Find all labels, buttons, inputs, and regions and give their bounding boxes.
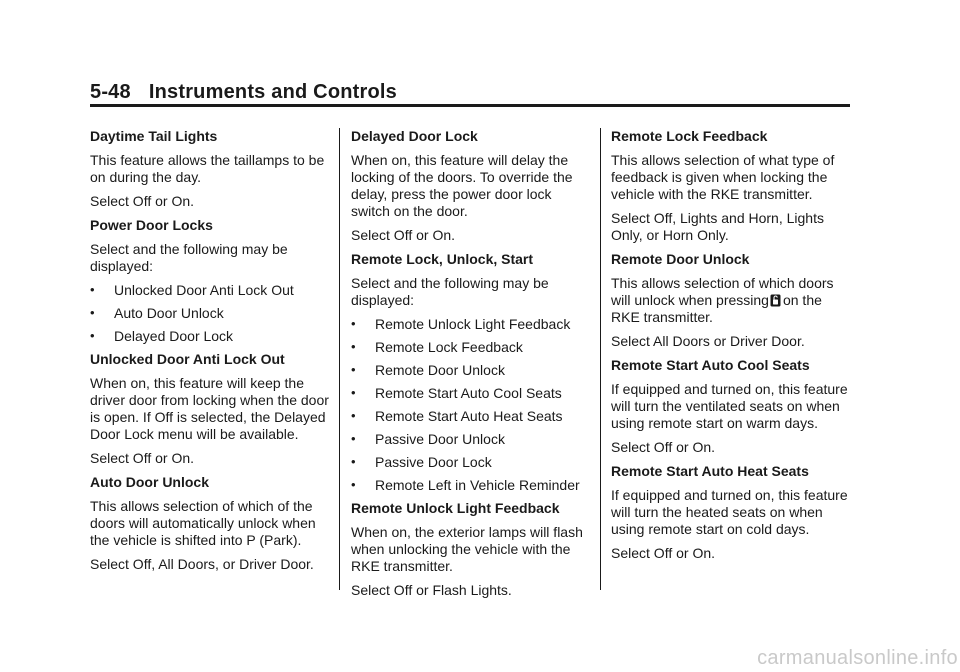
watermark: carmanualsonline.info	[757, 647, 958, 669]
paragraph: This allows selection of what type of feedback is given when locking the vehicle with the RKE transmitter.	[611, 152, 835, 202]
bullet-icon: •	[90, 305, 95, 320]
list-item: • Remote Lock Feedback	[351, 339, 523, 355]
bullet-icon: •	[351, 362, 356, 377]
column-3	[611, 128, 851, 569]
paragraph: Select All Doors or Driver Door.	[611, 333, 805, 349]
paragraph: Select Off, All Doors, or Driver Door.	[90, 556, 314, 572]
bullet-icon: •	[90, 282, 95, 297]
header-rule	[90, 104, 850, 107]
paragraph: Select Off or On.	[611, 439, 716, 455]
list-item: • Remote Left in Vehicle Reminder	[351, 477, 580, 493]
heading-remote-door-unlock: Remote Door Unlock	[611, 251, 750, 267]
column-1	[90, 128, 330, 580]
heading-unlocked-door-anti-lock-out: Unlocked Door Anti Lock Out	[90, 351, 285, 367]
paragraph-with-icon: This allows selection of which doors will unlock when pressing on the RKE transmitter.	[611, 275, 834, 325]
paragraph: Select and the following may be displayed:	[351, 275, 549, 308]
heading-remote-lock-feedback: Remote Lock Feedback	[611, 128, 768, 144]
section-title: Instruments and Controls	[148, 81, 397, 103]
unlock-key-icon	[770, 294, 781, 307]
paragraph: When on, this feature will keep the driver door from locking when the door is open. If Off is selected, the Delayed Door Lock menu will be available.	[90, 375, 329, 442]
list-item: • Remote Door Unlock	[351, 362, 505, 378]
paragraph: Select Off or On.	[351, 227, 456, 243]
paragraph: Select Off, Lights and Horn, Lights Only, or Horn Only.	[611, 210, 824, 243]
list-item: • Passive Door Unlock	[351, 431, 505, 447]
bullet-icon: •	[351, 385, 356, 400]
paragraph: Select and the following may be displayed:	[90, 241, 288, 274]
header-title	[90, 80, 850, 104]
list-item: • Remote Start Auto Cool Seats	[351, 385, 562, 401]
page-header	[90, 80, 850, 106]
bullet-icon: •	[351, 431, 356, 446]
list-item: • Remote Start Auto Heat Seats	[351, 408, 563, 424]
paragraph: If equipped and turned on, this feature will turn the ventilated seats on when using remote start on warm days.	[611, 381, 848, 431]
paragraph: This feature allows the taillamps to be on during the day.	[90, 152, 325, 185]
paragraph: Select Off or On.	[90, 450, 195, 466]
heading-remote-start-auto-heat-seats: Remote Start Auto Heat Seats	[611, 463, 809, 479]
heading-auto-door-unlock: Auto Door Unlock	[90, 474, 209, 490]
paragraph: Select Off or On.	[90, 193, 195, 209]
bullet-icon: •	[351, 339, 356, 354]
heading-delayed-door-lock: Delayed Door Lock	[351, 128, 478, 144]
bullet-list	[351, 316, 591, 494]
paragraph: This allows selection of which of the doors will automatically unlock when the vehicle is shifted into P (Park).	[90, 498, 316, 548]
heading-remote-lock-unlock-start: Remote Lock, Unlock, Start	[351, 251, 534, 267]
paragraph: Select Off or On.	[611, 545, 716, 561]
bullet-icon: •	[351, 408, 356, 423]
heading-remote-unlock-light-feedback: Remote Unlock Light Feedback	[351, 500, 560, 516]
paragraph: Select Off or Flash Lights.	[351, 582, 512, 598]
list-item: • Passive Door Lock	[351, 454, 492, 470]
list-item: • Auto Door Unlock	[90, 305, 224, 321]
heading-power-door-locks: Power Door Locks	[90, 217, 213, 233]
bullet-icon: •	[90, 328, 95, 343]
paragraph: If equipped and turned on, this feature will turn the heated seats on when using remote start on cold days.	[611, 487, 848, 537]
column-divider-2	[600, 128, 601, 590]
bullet-icon: •	[351, 316, 356, 331]
heading-daytime-tail-lights: Daytime Tail Lights	[90, 128, 218, 144]
bullet-icon: •	[351, 477, 356, 492]
heading-remote-start-auto-cool-seats: Remote Start Auto Cool Seats	[611, 357, 810, 373]
page-number: 5-48	[90, 81, 131, 103]
column-2	[351, 128, 591, 606]
bullet-icon: •	[351, 454, 356, 469]
list-item: • Delayed Door Lock	[90, 328, 234, 344]
paragraph: When on, the exterior lamps will flash when unlocking the vehicle with the RKE transmitter.	[351, 524, 583, 574]
bullet-list	[90, 282, 330, 345]
list-item: • Remote Unlock Light Feedback	[351, 316, 571, 332]
paragraph: When on, this feature will delay the locking of the doors. To override the delay, press the power door lock switch on the door.	[351, 152, 573, 219]
list-item: • Unlocked Door Anti Lock Out	[90, 282, 294, 298]
column-divider-1	[339, 128, 340, 590]
